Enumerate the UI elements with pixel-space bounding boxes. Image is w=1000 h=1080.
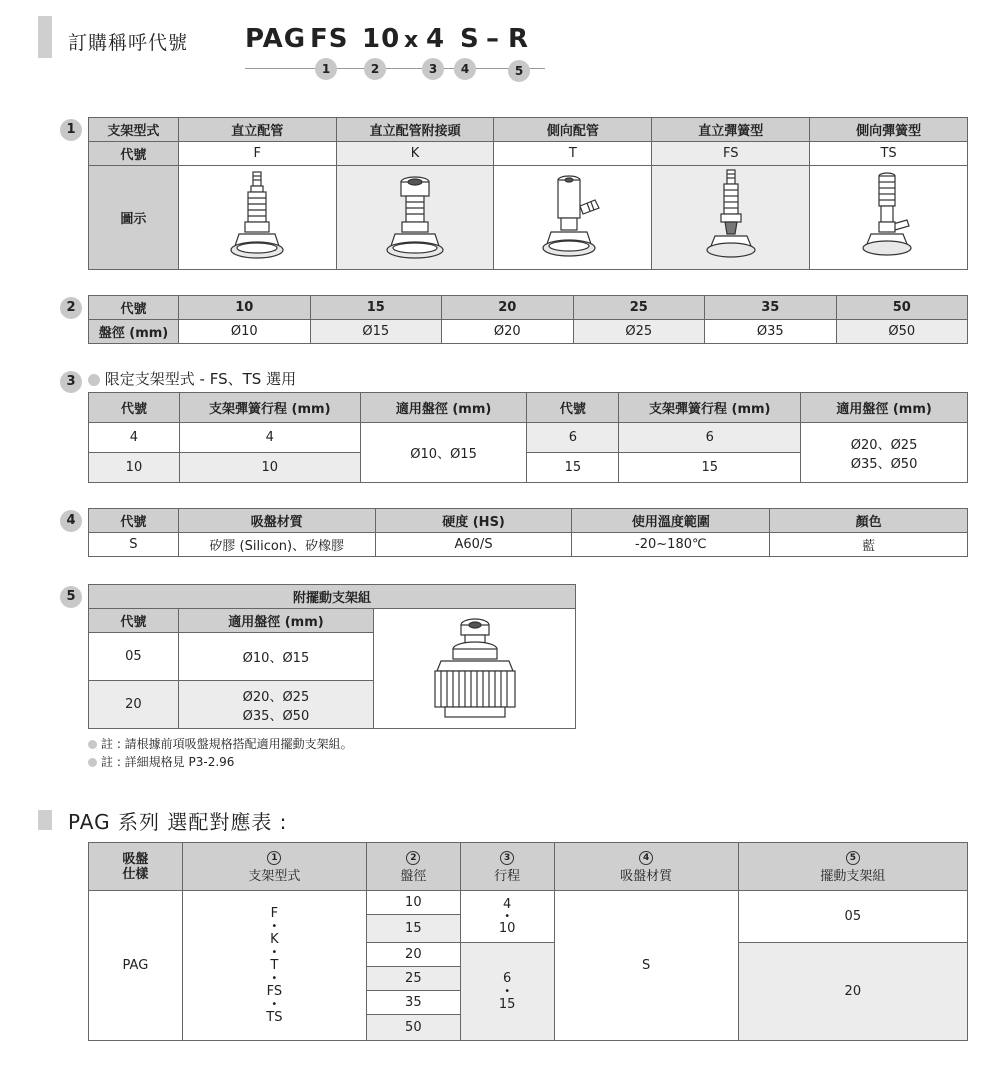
material-table [88,508,968,557]
hdr-dia-a: 適用盤徑 (mm) [360,393,527,423]
bullet-icon [88,758,97,767]
swivel-dia-20-2: Ø35、Ø50 [242,708,310,724]
vacuum-pad-ts-image [849,168,929,264]
stroke-dia-right-2: Ø35、Ø50 [850,456,918,472]
stroke-code-4: 4 [89,423,180,453]
material-name: 矽膠 (Silicon)、矽橡膠 [178,533,375,557]
code-diameter: 10 [362,24,401,54]
hdr-stroke-b: 支架彈簧行程 (mm) [619,393,801,423]
code-type: FS [310,24,349,54]
type-f: 直立配管 [178,118,336,142]
stroke-dia-right [801,423,968,483]
hdr-stroke-a: 支架彈簧行程 (mm) [179,393,360,423]
swivel-dia-20 [178,681,373,729]
type-t: 側向配管 [494,118,652,142]
swivel-code-20: 20 [89,681,179,729]
bracket-list: F • K • T • FS • TS [182,891,366,1041]
hdr-material: 4 吸盤材質 [554,843,738,891]
stroke-code-6: 6 [527,423,619,453]
hdr-code-a: 代號 [89,393,180,423]
stroke-val-10: 10 [179,453,360,483]
hdr-code: 代號 [89,509,179,533]
section-1-number: 1 [60,119,82,141]
dia-code-15: 15 [310,296,442,320]
figure-fs [652,166,810,270]
material-code: S [89,533,179,557]
swivel-dia-05: Ø10、Ø15 [178,633,373,681]
type-ts: 側向彈簧型 [810,118,968,142]
code-series: PAG [245,24,307,54]
swivel-dia-20-1: Ø20、Ø25 [242,689,310,705]
swivel-figure [374,609,576,729]
material-temp: -20~180℃ [572,533,770,557]
stroke-code-15: 15 [527,453,619,483]
code-stroke: 4 [426,24,446,54]
swivel-bracket-image [405,611,545,723]
code-f: F [178,142,336,166]
code-k: K [336,142,494,166]
dia-25: Ø25 [573,320,705,344]
section-2-number: 2 [60,297,82,319]
section-4-number: 4 [60,510,82,532]
vacuum-pad-fs-image [691,168,771,264]
section-3-title: 限定支架型式 - FS、TS 選用 [104,370,297,388]
section-3-title-row [88,368,296,389]
spec-pag: PAG [89,891,183,1041]
marker-3: 3 [422,58,444,80]
hdr-material: 吸盤材質 [178,509,375,533]
hdr-code: 代號 [89,609,179,633]
vacuum-pad-t-image [533,168,613,264]
hdr-code-b: 代號 [527,393,619,423]
dia-code-25: 25 [573,296,705,320]
row-label-code: 代號 [89,296,179,320]
compatibility-table [88,842,968,1041]
dia-15: Ø15 [310,320,442,344]
code-material: S [460,24,480,54]
dia-35: 35 [366,991,460,1015]
swivel-05: 05 [738,891,967,943]
figure-k [336,166,494,270]
dia-code-20: 20 [442,296,574,320]
hdr-color: 顏色 [770,509,968,533]
dia-15: 15 [366,915,460,943]
dia-50: Ø50 [836,320,968,344]
hdr-bracket: 1 支架型式 [182,843,366,891]
material-hardness: A60/S [375,533,572,557]
hdr-spec: 吸盤 仕樣 [89,843,183,891]
section-5-number: 5 [60,586,82,608]
code-swivel: R [508,24,530,54]
hdr-temp: 使用溫度範圍 [572,509,770,533]
dia-20: 20 [366,943,460,967]
stroke-code-10: 10 [89,453,180,483]
dia-35: Ø35 [705,320,837,344]
stroke-val-15: 15 [619,453,801,483]
stroke-dia-right-1: Ø20、Ø25 [850,437,918,453]
hdr-diameter: 2 盤徑 [366,843,460,891]
stroke-b: 6 • 15 [460,943,554,1041]
code-fs: FS [652,142,810,166]
header-accent-bar [38,16,52,58]
material-s: S [554,891,738,1041]
row-label-diameter: 盤徑 (mm) [89,320,179,344]
hdr-hardness: 硬度 (HS) [375,509,572,533]
swivel-table [88,584,576,729]
compatibility-title: PAG 系列 選配對應表 : [68,810,288,834]
marker-4: 4 [454,58,476,80]
stroke-val-6: 6 [619,423,801,453]
dia-10: 10 [366,891,460,915]
stroke-dia-left: Ø10、Ø15 [360,423,527,483]
marker-2: 2 [364,58,386,80]
dia-25: 25 [366,967,460,991]
material-color: 藍 [770,533,968,557]
row-label-code: 代號 [89,142,179,166]
code-x: x [404,28,420,53]
code-underline [245,68,545,69]
figure-f [178,166,336,270]
figure-ts [810,166,968,270]
bullet-icon [88,740,97,749]
row-label-figure: 圖示 [89,166,179,270]
marker-1: 1 [315,58,337,80]
dia-code-50: 50 [836,296,968,320]
code-t: T [494,142,652,166]
code-dash: – [486,24,500,54]
dia-code-35: 35 [705,296,837,320]
dia-code-10: 10 [179,296,311,320]
stroke-val-4: 4 [179,423,360,453]
section-3-number: 3 [60,371,82,393]
type-fs: 直立彈簧型 [652,118,810,142]
stroke-table [88,392,968,483]
swivel-code-05: 05 [89,633,179,681]
order-code-title: 訂購稱呼代號 [68,32,189,54]
code-ts: TS [810,142,968,166]
marker-5: 5 [508,60,530,82]
note-2: 註 : 詳細規格見 P3-2.96 [88,753,234,770]
vacuum-pad-k-image [375,168,455,264]
hdr-dia-b: 適用盤徑 (mm) [801,393,968,423]
hdr-stroke: 3 行程 [460,843,554,891]
diameter-table [88,295,968,344]
vacuum-pad-f-image [217,168,297,264]
swivel-title: 附擺動支架組 [89,585,576,609]
bullet-icon [88,374,100,386]
swivel-20: 20 [738,943,967,1041]
row-label-type: 支架型式 [89,118,179,142]
hdr-dia: 適用盤徑 (mm) [178,609,373,633]
type-k: 直立配管附接頭 [336,118,494,142]
bracket-type-table [88,117,968,270]
dia-20: Ø20 [442,320,574,344]
dia-10: Ø10 [179,320,311,344]
bottom-accent-bar [38,810,52,830]
hdr-swivel: 5 擺動支架組 [738,843,967,891]
dia-50: 50 [366,1015,460,1041]
stroke-a: 4 • 10 [460,891,554,943]
note-1: 註 : 請根據前項吸盤規格搭配適用擺動支架組。 [88,735,353,752]
figure-t [494,166,652,270]
